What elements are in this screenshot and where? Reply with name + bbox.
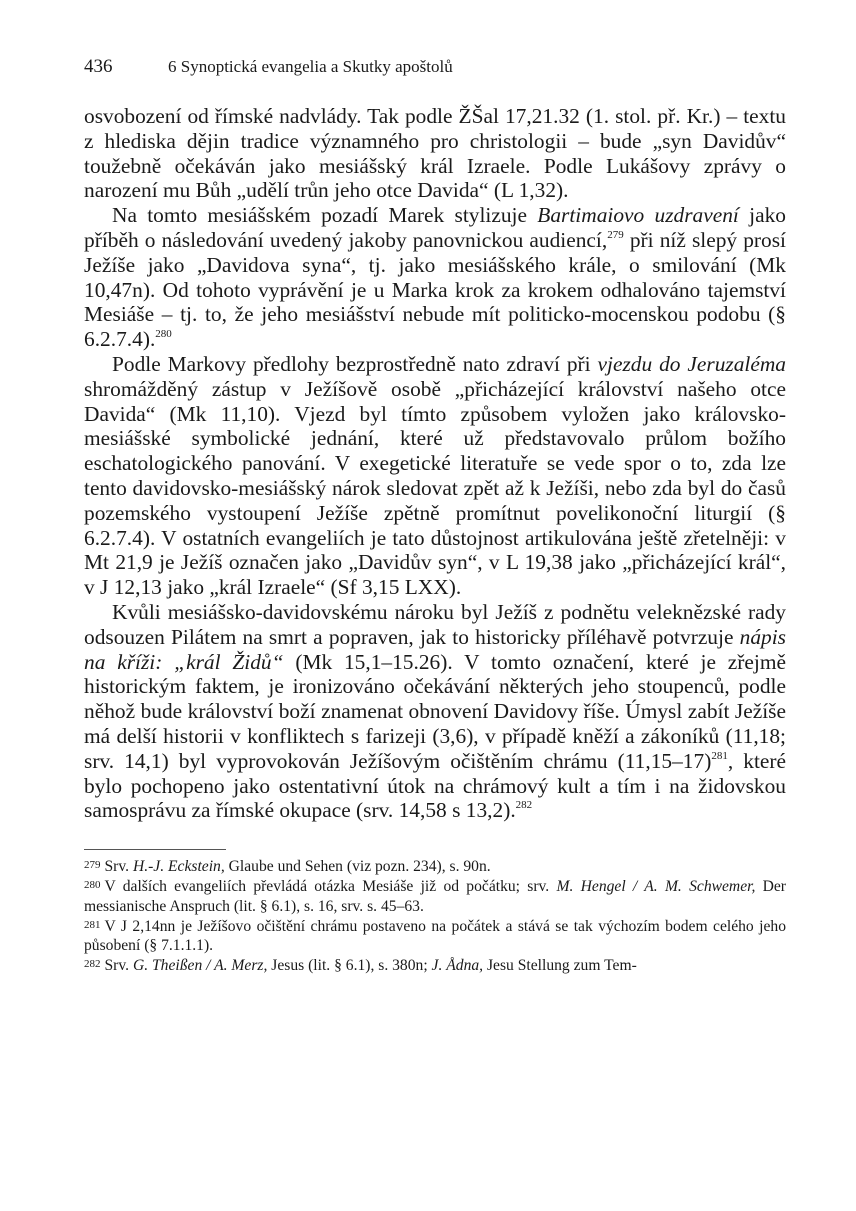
footnotes <box>84 856 786 975</box>
text-run: osvobození od římské nadvlády. Tak podle ŽŠal 17,21.32 (1. stol. př. Kr.) – textu z hlediska dějin tradice významného pro christologii – bude „syn Davidův“ toužebně očekáván jako mesiášský král Izraele. Podle Lukášovy zprávy o narození mu Bůh „udělí trůn jeho otce Davida“ (L 1,32). <box>84 104 786 203</box>
running-title: 6 Synoptická evangelia a Skutky apoštolů <box>168 57 453 76</box>
text-run: , které bylo pochopeno jako ostentativní útok na chrámový kult a tím i na židovskou samosprávu za římské okupace (srv. 14,58 s 13,2). <box>84 748 786 823</box>
italic-text: J. Ådna, <box>431 957 484 975</box>
footnote <box>84 856 786 876</box>
text-run: V dalších evangeliích převládá otázka Mesiáše již od počátku; srv. <box>104 878 557 896</box>
text-run: Jesu Stellung zum Tem- <box>483 957 637 975</box>
italic-text: M. Hengel / A. M. Schwemer, <box>556 878 756 896</box>
paragraph <box>84 352 786 600</box>
text-run: jako příběh o následování uvedený jakoby panovnickou audiencí, <box>84 203 786 252</box>
footnote-separator <box>84 849 226 850</box>
text-run: Jesus (lit. § 6.1), s. 380n; <box>267 957 432 975</box>
text-run: při níž slepý prosí Ježíše jako „Davidova syna“, tj. jako mesiášského krále, o smilování (Mk 10,47n). Od tohoto vyprávění je u Marka krok za krokem odhalováno tajemství Mesiáše – tj. to, že jeho mesiášství nebude mít politicko-mocenskou podobu (§ 6.2.7.4). <box>84 227 787 352</box>
italic-text: Bartimaiovo uzdravení <box>537 203 739 228</box>
text-run: (Mk 15,1–15.26). V tomto označení, které je zřejmě historickým faktem, je ironizováno očekávání některých jeho stoupenců, podle něhož bude království boží znamenat obnovení Davidovy říše. Úmysl zabít Ježíše má delší historii v konfliktech s farizeji (3,6), v případě kněží a zákoníků (11,18; srv. 14,1) byl vyprovokován Ježíšovým očištěním chrámu (11,15–17) <box>84 649 786 773</box>
text-run: Der messianische Anspruch (lit. § 6.1), s. 16, srv. s. 45–63. <box>84 878 787 915</box>
footnote-ref: 282 <box>515 799 533 812</box>
paragraph <box>84 203 786 352</box>
italic-text: H.-J. Eckstein, <box>132 858 225 876</box>
body-text <box>84 104 786 823</box>
footnote <box>84 955 786 975</box>
footnote-ref: 280 <box>155 328 172 341</box>
paragraph <box>84 104 786 203</box>
text-run: Kvůli mesiášsko-davidovskému nároku byl Ježíš z podnětu veleknězské rady odsouzen Pilátem na smrt a popraven, jak to historicky příléhavě potvrzuje <box>84 599 786 649</box>
footnote <box>84 916 786 955</box>
footnote <box>84 876 786 915</box>
italic-text: vjezdu do Jeruzaléma <box>597 351 786 376</box>
footnote-number: 282 <box>84 958 101 971</box>
footnote-ref: 281 <box>711 749 728 762</box>
footnote-ref: 279 <box>607 228 624 241</box>
text-run: Glaube und Sehen (viz pozn. 234), s. 90n. <box>224 858 491 876</box>
paragraph <box>84 600 786 823</box>
italic-text: G. Theißen / A. Merz, <box>132 957 268 975</box>
text-run: Na tomto mesiášském pozadí Marek stylizuje <box>112 203 538 228</box>
text-run: Podle Markovy předlohy bezprostředně nato zdraví při <box>112 351 598 376</box>
text-run: shromážděný zástup v Ježíšově osobě „přicházející království našeho otce Davida“ (Mk 11,10). Vjezd byl tímto způsobem vyložen jako královsko-mesiášské symbolické jednání, které už představovalo průlom božího eschatologického panování. V exegetické literatuře se vede spor o to, zda lze tento davidovsko-mesiášský nárok sledovat zpět až k Ježíši, nebo zda byl do časů pozemského vystoupení Ježíše zpětně promítnut povelikonoční liturgií (§ 6.2.7.4). V ostatních evangeliích je tato důstojnost artikulována ještě zřetelněji: v Mt 21,9 je Ježíš označen jako „Davidův syn“, v L 19,38 jako „přicházející král“, v J 12,13 jako „král Izraele“ (Sf 3,15 LXX). <box>84 376 786 600</box>
book-page <box>84 56 786 975</box>
italic-text: nápis na kříži: „král Židů“ <box>84 624 786 674</box>
footnote-number: 279 <box>84 859 101 872</box>
footnote-number: 281 <box>84 918 101 931</box>
text-run: Srv. <box>104 957 133 975</box>
footnote-number: 280 <box>84 879 101 892</box>
text-run: V J 2,14nn je Ježíšovo očištění chrámu postaveno na počátek a stává se tak výchozím bodem celého jeho působení (§ 7.1.1.1). <box>84 917 786 954</box>
page-number: 436 <box>84 56 113 77</box>
text-run: Srv. <box>104 858 133 876</box>
page-header <box>84 56 786 86</box>
